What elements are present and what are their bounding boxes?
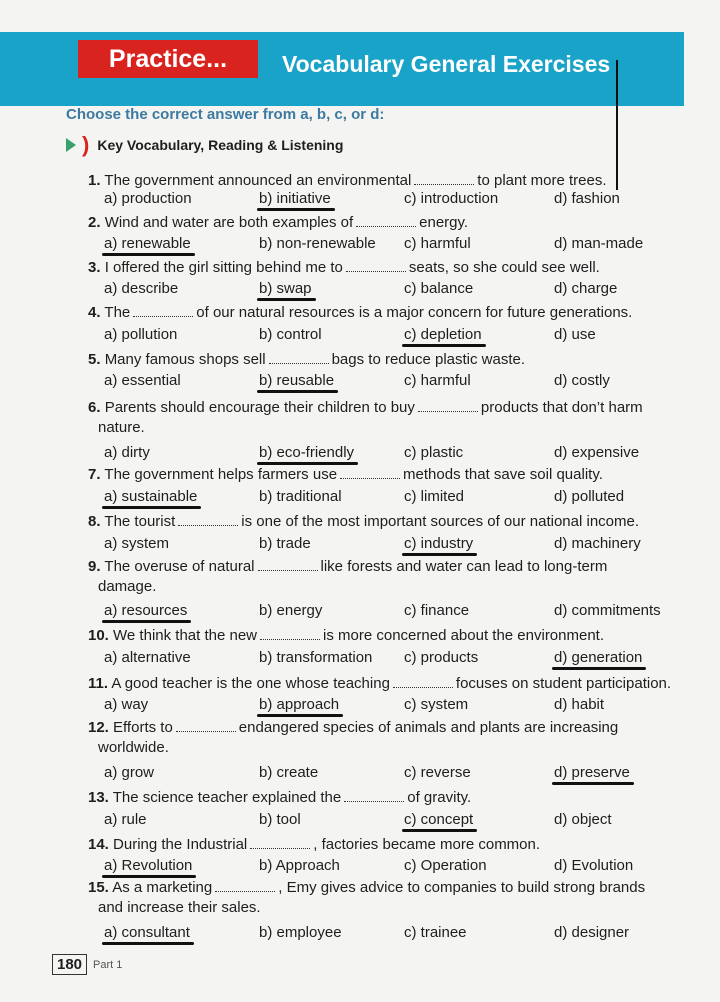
options-9 — [104, 602, 684, 622]
option[interactable]: d) man-made — [554, 235, 644, 252]
options-7 — [104, 488, 684, 508]
option[interactable]: a) way — [104, 696, 149, 713]
question-7: 7. The government helps farmers use methods that save soil quality. — [88, 466, 603, 483]
option[interactable]: b) transformation — [259, 649, 373, 666]
instruction-text: Choose the correct answer from a, b, c, or d: — [66, 106, 385, 123]
option[interactable]: c) finance — [404, 602, 470, 619]
section-title: Key Vocabulary, Reading & Listening — [97, 137, 344, 153]
option[interactable]: c) introduction — [404, 190, 499, 207]
option[interactable]: a) grow — [104, 764, 155, 781]
option[interactable]: c) products — [404, 649, 479, 666]
question-10: 10. We think that the new is more concerned about the environment. — [88, 627, 605, 644]
answer-blank[interactable] — [178, 513, 238, 526]
question-2: 2. Wind and water are both examples of energy. — [88, 214, 469, 231]
answer-blank[interactable] — [340, 466, 400, 479]
option[interactable]: d) charge — [554, 280, 618, 297]
option-selected[interactable]: b) eco-friendly — [259, 444, 355, 461]
option[interactable]: b) Approach — [259, 857, 340, 874]
option-selected[interactable]: b) reusable — [259, 372, 335, 389]
answer-blank[interactable] — [418, 399, 478, 412]
option[interactable]: c) harmful — [404, 372, 471, 389]
options-10 — [104, 649, 684, 669]
option[interactable]: a) system — [104, 535, 170, 552]
option[interactable]: a) alternative — [104, 649, 191, 666]
option-selected[interactable]: c) concept — [404, 811, 474, 828]
part-label: Part 1 — [93, 958, 123, 971]
option-selected[interactable]: b) swap — [259, 280, 312, 297]
option[interactable]: d) expensive — [554, 444, 640, 461]
option-selected[interactable]: c) industry — [404, 535, 474, 552]
option[interactable]: c) harmful — [404, 235, 471, 252]
answer-blank[interactable] — [269, 351, 329, 364]
options-15 — [104, 924, 684, 944]
option[interactable]: c) limited — [404, 488, 465, 505]
option[interactable]: d) commitments — [554, 602, 661, 619]
option[interactable]: b) non-renewable — [259, 235, 376, 252]
option-selected[interactable]: b) initiative — [259, 190, 331, 207]
options-5 — [104, 372, 684, 392]
option[interactable]: d) use — [554, 326, 596, 343]
question-5: 5. Many famous shops sell bags to reduce plastic waste. — [88, 351, 526, 368]
option[interactable]: b) energy — [259, 602, 323, 619]
answer-blank[interactable] — [344, 789, 404, 802]
option-selected[interactable]: d) generation — [554, 649, 643, 666]
bracket-icon: ) — [82, 132, 90, 157]
page-title: Vocabulary General Exercises — [282, 51, 611, 77]
options-3 — [104, 280, 684, 300]
page-footer — [52, 954, 122, 975]
option-selected[interactable]: a) Revolution — [104, 857, 193, 874]
option-selected[interactable]: a) sustainable — [104, 488, 198, 505]
options-4 — [104, 326, 684, 346]
options-6 — [104, 444, 684, 464]
option[interactable]: d) polluted — [554, 488, 625, 505]
answer-blank[interactable] — [356, 214, 416, 227]
option[interactable]: a) essential — [104, 372, 181, 389]
answer-blank[interactable] — [250, 836, 310, 849]
option-selected[interactable]: b) approach — [259, 696, 340, 713]
option[interactable]: c) plastic — [404, 444, 464, 461]
option[interactable]: a) rule — [104, 811, 147, 828]
page-number: 180 — [52, 954, 87, 975]
options-12 — [104, 764, 684, 784]
option[interactable]: b) create — [259, 764, 319, 781]
option[interactable]: c) balance — [404, 280, 474, 297]
option[interactable]: c) trainee — [404, 924, 467, 941]
answer-blank[interactable] — [393, 675, 453, 688]
options-13 — [104, 811, 684, 831]
question-6: 6. Parents should encourage their children to buy products that don’t harm nature. — [88, 399, 643, 436]
option[interactable]: c) reverse — [404, 764, 471, 781]
option[interactable]: b) traditional — [259, 488, 342, 505]
option-selected[interactable]: a) consultant — [104, 924, 190, 941]
answer-blank[interactable] — [215, 879, 275, 892]
answer-blank[interactable] — [176, 719, 236, 732]
option[interactable]: d) fashion — [554, 190, 620, 207]
answer-blank[interactable] — [346, 259, 406, 272]
option[interactable]: b) employee — [259, 924, 342, 941]
option[interactable]: b) trade — [259, 535, 311, 552]
options-8 — [104, 535, 684, 555]
option[interactable]: c) Operation — [404, 857, 487, 874]
option[interactable]: c) system — [404, 696, 469, 713]
option[interactable]: d) Evolution — [554, 857, 634, 874]
option-selected[interactable]: a) renewable — [104, 235, 191, 252]
question-3: 3. I offered the girl sitting behind me to seats, so she could see well. — [88, 259, 600, 276]
option[interactable]: b) control — [259, 326, 322, 343]
question-11: 11. A good teacher is the one whose teaching focuses on student participation. — [88, 675, 672, 692]
question-8: 8. The tourist is one of the most important sources of our national income. — [88, 513, 640, 530]
option[interactable]: d) habit — [554, 696, 605, 713]
section-heading — [66, 134, 343, 156]
option[interactable]: b) tool — [259, 811, 301, 828]
answer-blank[interactable] — [414, 172, 474, 185]
question-14: 14. During the Industrial , factories became more common. — [88, 836, 541, 853]
question-1: 1. The government announced an environmental to plant more trees. — [88, 172, 607, 189]
answer-blank[interactable] — [133, 304, 193, 317]
question-13: 13. The science teacher explained the of gravity. — [88, 789, 472, 806]
option[interactable]: a) dirty — [104, 444, 150, 461]
question-15: 15. As a marketing , Emy gives advice to companies to build strong brands and increase their sales. — [88, 879, 646, 916]
options-2 — [104, 235, 684, 255]
option[interactable]: a) pollution — [104, 326, 178, 343]
option[interactable]: a) describe — [104, 280, 179, 297]
option[interactable]: a) production — [104, 190, 192, 207]
option[interactable]: d) costly — [554, 372, 610, 389]
option-selected[interactable]: c) depletion — [404, 326, 482, 343]
answer-blank[interactable] — [260, 627, 320, 640]
question-12: 12. Efforts to endangered species of animals and plants are increasing worldwide. — [88, 719, 619, 756]
option-selected[interactable]: a) resources — [104, 602, 188, 619]
option-selected[interactable]: d) preserve — [554, 764, 630, 781]
question-9: 9. The overuse of natural like forests and water can lead to long-term damage. — [88, 558, 608, 595]
practice-label: Practice... — [78, 40, 258, 78]
option[interactable]: d) designer — [554, 924, 630, 941]
option[interactable]: d) machinery — [554, 535, 641, 552]
options-14 — [104, 857, 684, 877]
question-4: 4. The of our natural resources is a major concern for future generations. — [88, 304, 633, 321]
options-11 — [104, 696, 684, 716]
triangle-icon — [66, 138, 76, 152]
option[interactable]: d) object — [554, 811, 612, 828]
options-1 — [104, 190, 684, 210]
answer-blank[interactable] — [258, 558, 318, 571]
